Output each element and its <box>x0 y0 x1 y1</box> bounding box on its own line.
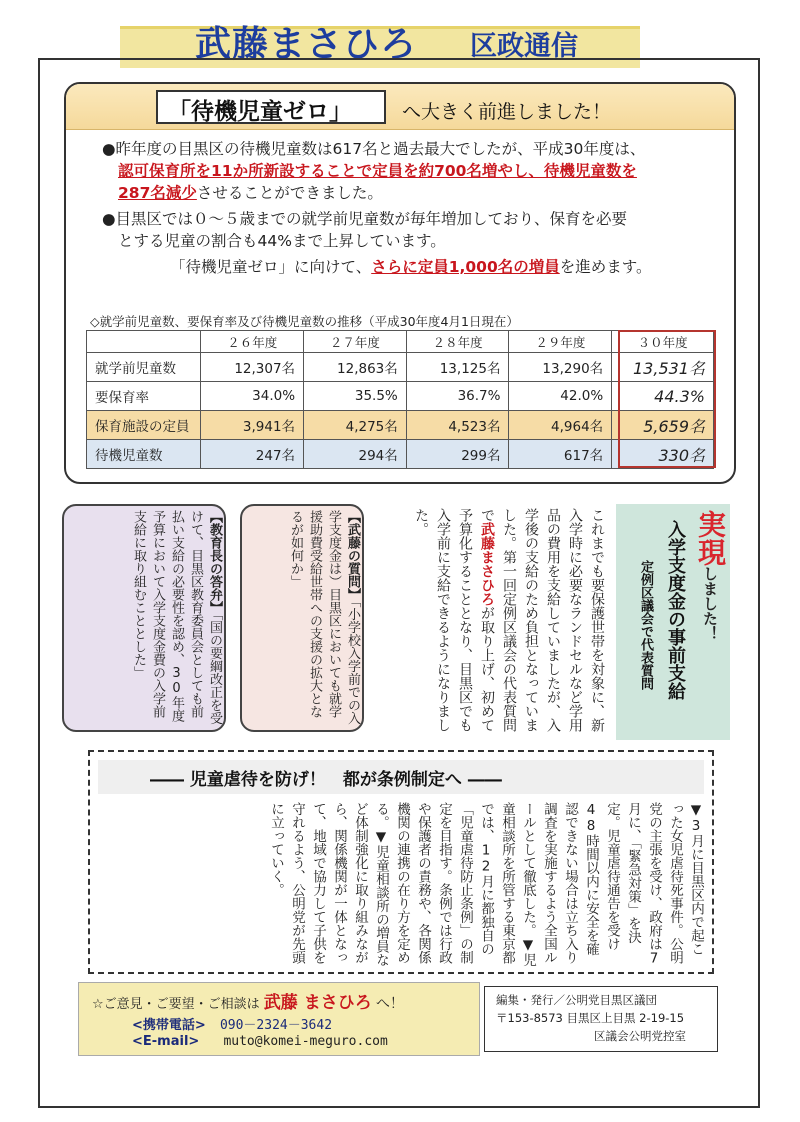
bullet-3 <box>170 256 652 278</box>
bullet-1-line-1: ●昨年度の目黒区の待機児童数は617名と過去最大でしたが、平成30年度は、 <box>102 140 646 158</box>
bullet-1-highlight-2: 287名減少 <box>118 184 197 202</box>
main-article-text <box>372 508 608 740</box>
table-cell: 299名 <box>406 440 509 469</box>
question-label: 【武藤の質問】 <box>345 510 360 601</box>
newsletter-title: 武藤まさひろ <box>195 24 418 65</box>
bullet-3-lead: 「待機児童ゼロ」に向けて、 <box>170 258 372 276</box>
contact-phone-line <box>132 1014 332 1033</box>
table-cell: 42.0% <box>509 382 612 411</box>
table-header: ２８年度 <box>406 331 509 353</box>
table-cell-highlight: 330名 <box>612 440 714 469</box>
email-address[interactable]: muto@komei-meguro.com <box>223 1034 388 1049</box>
realized-suffix: しました！ <box>701 566 719 641</box>
answer-text <box>64 510 224 726</box>
table-cell: 3,941名 <box>201 411 304 440</box>
bullet-3-tail: を進めます。 <box>559 258 652 276</box>
table-header <box>87 331 201 353</box>
table-row <box>87 382 714 411</box>
table-cell-highlight: 13,531名 <box>612 353 714 382</box>
contact-name: 武藤 まさひろ <box>263 993 372 1013</box>
bullet-1-line-3 <box>118 182 383 204</box>
phone-label: <携帯電話> <box>132 1018 206 1033</box>
table-cell: 617名 <box>509 440 612 469</box>
table-row <box>87 353 714 382</box>
publisher-line-3: 区議会公明党控室 <box>594 1029 686 1043</box>
main-article-name: 武藤まさひろ <box>479 522 495 606</box>
bullet-2-line-1: ●目黒区では０～５歳までの就学前児童数が毎年増加しており、保育を必要 <box>102 210 628 228</box>
table-cell: 4,523名 <box>406 411 509 440</box>
table-cell: 34.0% <box>201 382 304 411</box>
phone-number[interactable]: 090－2324－3642 <box>219 1018 333 1033</box>
table-cell: 294名 <box>304 440 407 469</box>
table-header: ３０年度 <box>612 331 714 353</box>
question-text <box>244 510 362 726</box>
table-header-row <box>87 331 714 353</box>
bullet-2-line-2: とする児童の割合も44%まで上昇しています。 <box>118 232 446 250</box>
publisher-line-2: 〒153-8573 目黒区上目黒 2-19-15 <box>496 1011 685 1025</box>
realized-word: 実現 <box>694 510 727 566</box>
childcare-stats-table <box>86 330 714 469</box>
realized-subtitle: 入学支度金の事前支給 <box>665 520 686 700</box>
abuse-title: ―― 児童虐待を防げ！ 都が条例制定へ ―― <box>150 770 502 790</box>
row-label: 要保育率 <box>87 382 201 411</box>
table-row <box>87 440 714 469</box>
table-cell: 13,125名 <box>406 353 509 382</box>
bullet-1-highlight-1: 認可保育所を11か所新設することで定員を約700名増やし、待機児童数を <box>118 162 637 180</box>
bullet-3-highlight: さらに定員1,000名の増員 <box>371 258 560 276</box>
table-cell: 12,307名 <box>201 353 304 382</box>
email-label: <E-mail> <box>132 1034 200 1049</box>
contact-email-line <box>132 1034 388 1049</box>
publisher-line-1: 編集・発行／公明党目黒区議団 <box>496 993 657 1007</box>
headline-main: 「待機児童ゼロ」 <box>168 99 352 125</box>
table-cell: 36.7% <box>406 382 509 411</box>
row-label: 保育施設の定員 <box>87 411 201 440</box>
table-cell: 4,964名 <box>509 411 612 440</box>
table-caption: ◇就学前児童数、要保育率及び待機児童数の推移（平成30年度4月1日現在） <box>90 314 519 329</box>
table-row <box>87 411 714 440</box>
row-label: 待機児童数 <box>87 440 201 469</box>
table-cell: 35.5% <box>304 382 407 411</box>
bullet-1-tail: させることができました。 <box>196 184 383 202</box>
answer-body: 「国の要綱改正を受けて、目黒区教育委員会としても前払い支給の必要性を認め、30年度予算において入学支度金費の入学前支給に取り組むこととした」 <box>131 510 222 725</box>
question-body: 「小学校入学前での入学支度金は）目黒区においても就学援助費受給世帯への支援の拡大となるが如何か」 <box>288 510 360 725</box>
table-cell: 247名 <box>201 440 304 469</box>
headline-rest: へ大きく前進しました！ <box>402 101 612 123</box>
newsletter-subtitle: 区政通信 <box>470 31 578 62</box>
row-label: 就学前児童数 <box>87 353 201 382</box>
table-cell: 13,290名 <box>509 353 612 382</box>
table-header: ２７年度 <box>304 331 407 353</box>
realized-note: 定例区議会で代表質問 <box>638 560 653 690</box>
contact-lead: ☆ご意見・ご要望・ご相談は <box>92 997 260 1012</box>
abuse-article-text: ▼3月に目黒区内で起こった女児虐待死事件。公明党の主張を受け、政府は7月に、「緊急対策」を決定。児童虐待通告を受け48時間以内に安全を確認できない場合は立ち入り調査を実施するよう全国ルールとして徹底した。▼児童相談所を所管する東京都では、12月に都独自の「児童虐待防止条例」の制定を目指す。条例では行政や保護者の責務や、各関係機関の連携の在り方を定める。▼児童相談所の増員など体制強化に取り組みながら、関係機関が一体となって、地域で協力して子供を守れるよう、公明党が先頭に立っていく。 <box>268 802 704 967</box>
waitlist-section <box>64 82 736 484</box>
table-header: ２９年度 <box>509 331 612 353</box>
table-cell: 4,275名 <box>304 411 407 440</box>
contact-lead-line <box>92 988 404 1013</box>
contact-tail: へ！ <box>375 996 404 1012</box>
main-article-part-1: これまでも要保護世帯を対象に、新入学時に必要なランドセルなど学用品の費用を支給していましたが、入学後の支給のため負担となっていました。第一回定例区議会の代表質問で <box>479 508 605 732</box>
bullet-1-line-2 <box>118 160 637 182</box>
table-cell-highlight: 44.3% <box>612 382 714 411</box>
table-cell: 12,863名 <box>304 353 407 382</box>
realized-heading <box>690 510 730 730</box>
table-cell-highlight: 5,659名 <box>612 411 714 440</box>
table-header: ２６年度 <box>201 331 304 353</box>
answer-label: 【教育長の答弁】 <box>207 510 222 614</box>
main-article-part-2: が取り上げ、初めて予算化することとなり、目黒区でも入学前に支給できるようになりました。 <box>413 508 495 732</box>
